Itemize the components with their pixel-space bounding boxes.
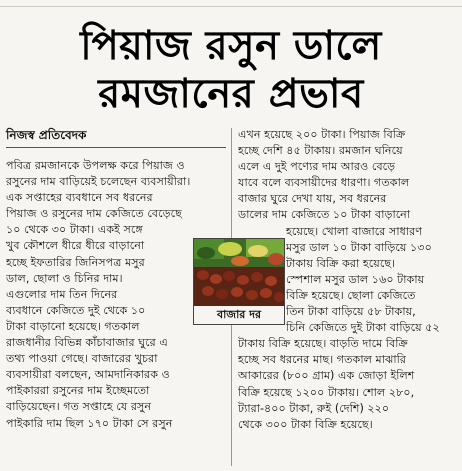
- text-line: পাইকারি দাম ছিল ১৭০ টাকা সে রসুন: [6, 416, 173, 430]
- text-line: টাকায় বিক্রি করা হয়েছে।: [286, 256, 396, 270]
- text-line: খুব কৌশলে ধীরে ধীরে বাড়ানো: [6, 239, 145, 253]
- text-line: বাজার ঘুরে দেখা যায়, সব ধরনের: [238, 192, 387, 206]
- text-line: টাকায় বিক্রি হয়েছে। বাড়তি দামে বিক্রি: [238, 337, 408, 351]
- text-line: টাকা বাড়ানো হয়েছে। গতকাল: [6, 319, 140, 333]
- text-line: বাড়িয়েছেন। গত সপ্তাহে যে রসুন: [6, 400, 152, 414]
- headline: [0, 22, 462, 118]
- text-line: বিক্রি হয়েছে ১২০০ টাকায়। শোল ২৮০,: [238, 385, 415, 399]
- text-line: ডাল, ছোলা ও চিনির দাম।: [6, 271, 123, 285]
- vegetable-market-photo: [193, 238, 285, 307]
- text-line: মসুর ডাল ১০ টাকা বাড়িয়ে ১৩০: [286, 240, 432, 254]
- text-line: রসুনের দাম বাড়িয়েই চলেছেন ব্যবসায়ীরা।: [6, 175, 191, 189]
- text-line: হয়েছে। খোলা বাজারে সাধারণ: [286, 224, 423, 238]
- text-line: রাজধানীর বিভিন্ন কাঁচাবাজার ঘুরে এ: [6, 336, 168, 350]
- text-line: থেকে ৩০০ টাকা বিক্রি হয়েছে।: [238, 417, 373, 431]
- text-line: হচ্ছে সব ধরনের মাছ। গতকাল মাঝারি: [238, 353, 407, 367]
- text-line: চিনি কেজিতে দুই টাকা বাড়িয়ে ৫২: [286, 321, 440, 335]
- page-top-strip: [0, 0, 462, 7]
- text-line: এক সপ্তাহের ব্যবধানে সব ধরনের: [6, 191, 153, 205]
- text-line: তিন টাকা বাড়িয়ে ৫৮ টাকায়,: [286, 305, 416, 319]
- text-line: এখন হয়েছে ২০০ টাকা। পিয়াজ বিক্রি: [238, 128, 406, 141]
- byline-divider: [6, 147, 226, 148]
- text-line: পাইকাররা রসুনের দাম ইচ্ছেমতো: [6, 384, 150, 398]
- text-line: তথ্য পাওয়া গেছে। বাজারের খুচরা: [6, 352, 158, 366]
- vegetable-photo-illustration: [194, 239, 284, 306]
- text-line: এলে এ দুই পণ্যের দাম আরও বেড়ে: [238, 160, 396, 174]
- text-line: ব্যবসায়ীরা বলছেন, আমদানিকারক ও: [6, 368, 170, 382]
- text-line: ট্যারা-৪০০ টাকা, রুই (দেশি) ২২০: [238, 401, 390, 415]
- photo-caption: বাজার দর: [193, 306, 285, 325]
- text-line: হচ্ছে দেশি ৪৫ টাকায়। রমজান ঘনিয়ে: [238, 144, 403, 158]
- byline: নিজস্ব প্রতিবেদক: [6, 128, 87, 142]
- text-line: আকারের (৮০০ গ্রাম) এক জোড়া ইলিশ: [238, 369, 415, 383]
- text-line: যাবে বলে ব্যবসায়ীদের ধারণা। গতকাল: [238, 176, 410, 190]
- text-line: ডালের দাম কেজিতে ১০ টাকা বাড়ানো: [238, 208, 411, 222]
- headline-line-1: পিয়াজ রসুন ডালে: [80, 23, 382, 69]
- text-line: স্পেশাল মসুর ডাল ১৬০ টাকায়: [286, 272, 425, 286]
- text-line: পবিত্র রমজানকে উপলক্ষ করে পিয়াজ ও: [6, 159, 185, 172]
- headline-line-2: রমজানের প্রভাব: [98, 71, 364, 117]
- text-line: এগুলোর দাম তিন দিনের: [6, 287, 118, 301]
- text-line: ব্যবধানে কেজিতে দুই থেকে ১০: [6, 303, 146, 317]
- text-line: পিয়াজ ও রসুনের দাম কেজিতে বেড়েছে: [6, 207, 182, 221]
- text-line: হচ্ছে ইফতারির জিনিসপত্র মসুর: [6, 255, 145, 269]
- text-line: ১০ থেকে ৩০ টাকা। একই সঙ্গে: [6, 223, 143, 237]
- text-line: বিক্রি হয়েছে। ছোলা কেজিতে: [286, 288, 416, 302]
